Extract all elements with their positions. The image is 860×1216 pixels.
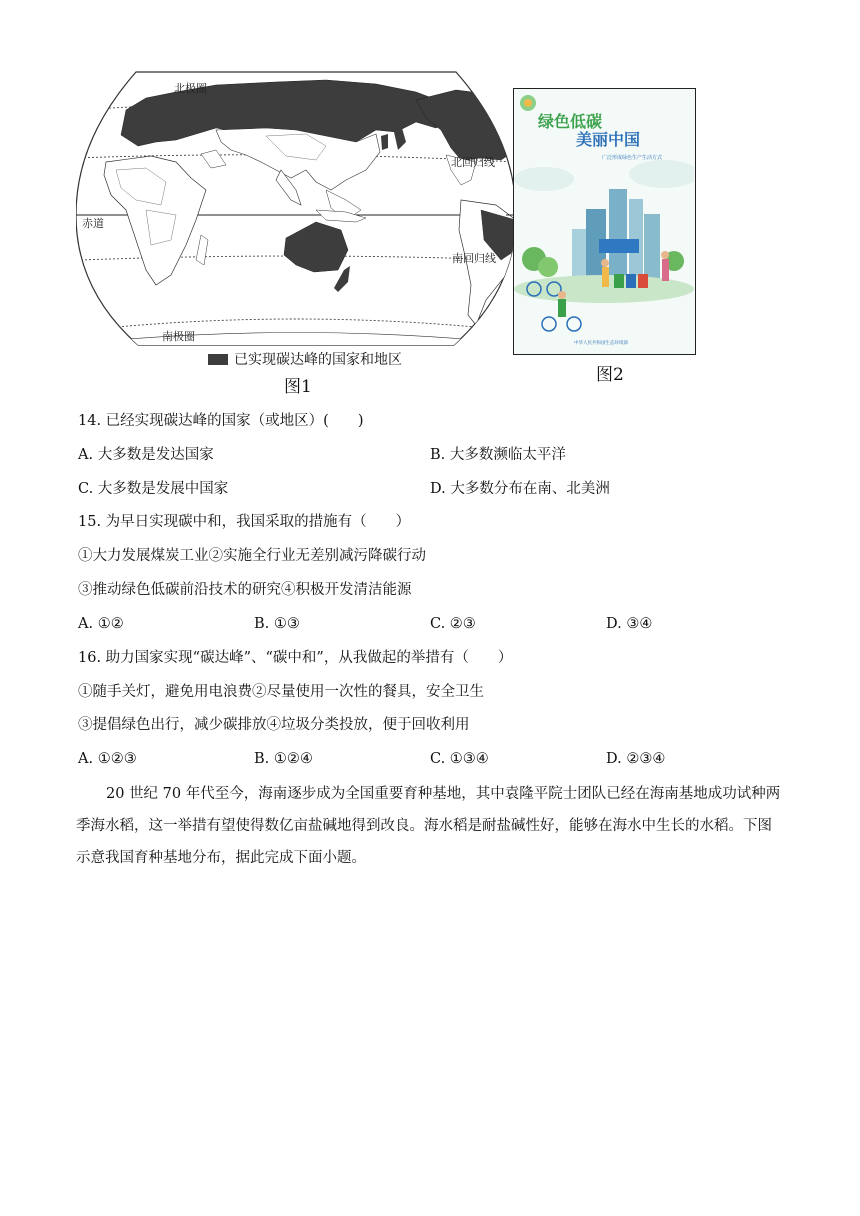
tropic-of-capricorn-label: 南回归线 — [452, 253, 496, 265]
question-15-statements-1: ①大力发展煤炭工业②实施全行业无差别减污降碳行动 — [78, 548, 426, 564]
world-map-figure — [76, 70, 516, 370]
question-15-option-d: D. ③④ — [606, 616, 653, 632]
question-16-option-c: C. ①③④ — [430, 751, 489, 767]
passage-paragraph: 20 世纪 70 年代至今，海南逐步成为全国重要育种基地，其中袁隆平院士团队已经在海南基地成功试种两季海水稻，这一举措有望使得数亿亩盐碱地得到改良。海水稻是耐盐碱性好，能够在海水中生长的水稻。下图示意我国育种基地分布，据此完成下面小题。 — [76, 786, 781, 866]
poster-title-1: 绿色低碳 — [538, 112, 603, 131]
question-15-option-b: B. ①③ — [254, 616, 300, 632]
world-map — [76, 70, 516, 370]
recycle-bin-icon — [614, 274, 624, 288]
building-icon — [609, 189, 627, 279]
cyclist-icon — [558, 299, 566, 317]
question-14-stem: 14. 已经实现碳达峰的国家（或地区）( ) — [78, 413, 364, 429]
question-14-option-a: A. 大多数是发达国家 — [78, 447, 214, 463]
poster-footer: 中华人民共和国生态环境部 — [574, 341, 628, 346]
poster-subtitle: 广泛形成绿色生产生活方式 — [602, 155, 663, 161]
question-14-option-d: D. 大多数分布在南、北美洲 — [430, 481, 610, 497]
antarctic-circle-label: 南极圈 — [162, 331, 195, 343]
arctic-circle-label: 北极圈 — [174, 83, 207, 95]
poster-illustration — [514, 89, 694, 353]
question-16-option-d: D. ②③④ — [606, 751, 666, 767]
question-16-option-a: A. ①②③ — [78, 751, 137, 767]
question-16-stem: 16. 助力国家实现“碳达峰”、“碳中和”，从我做起的举措有（ ） — [78, 650, 513, 666]
question-15-stem: 15. 为早日实现碳中和，我国采取的措施有（ ） — [78, 514, 411, 530]
figure-1-caption: 图1 — [284, 377, 312, 397]
person-icon — [602, 267, 609, 287]
poster-title-2: 美丽中国 — [576, 130, 641, 149]
legend-swatch — [208, 354, 228, 365]
tropic-of-cancer-label: 北回归线 — [451, 157, 495, 169]
question-15-option-a: A. ①② — [78, 616, 124, 632]
question-14-option-c: C. 大多数是发展中国家 — [78, 481, 229, 497]
korea-region — [381, 134, 388, 150]
poster-figure — [513, 88, 696, 355]
question-15-statements-2: ③推动绿色低碳前沿技术的研究④积极开发清洁能源 — [78, 582, 412, 598]
question-16-statements-2: ③提倡绿色出行，减少碳排放④垃圾分类投放，便于回收利用 — [78, 717, 470, 733]
solar-panel-icon — [599, 239, 639, 253]
figure-2-caption: 图2 — [596, 365, 624, 385]
map-legend — [208, 349, 402, 369]
question-15-option-c: C. ②③ — [430, 616, 476, 632]
question-14-option-b: B. 大多数濒临太平洋 — [430, 447, 566, 463]
question-16-option-b: B. ①②④ — [254, 751, 313, 767]
question-16-statements-1: ①随手关灯，避免用电浪费②尽量使用一次性的餐具，安全卫生 — [78, 684, 484, 700]
legend-text: 已实现碳达峰的国家和地区 — [234, 352, 402, 368]
equator-label: 赤道 — [82, 218, 104, 230]
